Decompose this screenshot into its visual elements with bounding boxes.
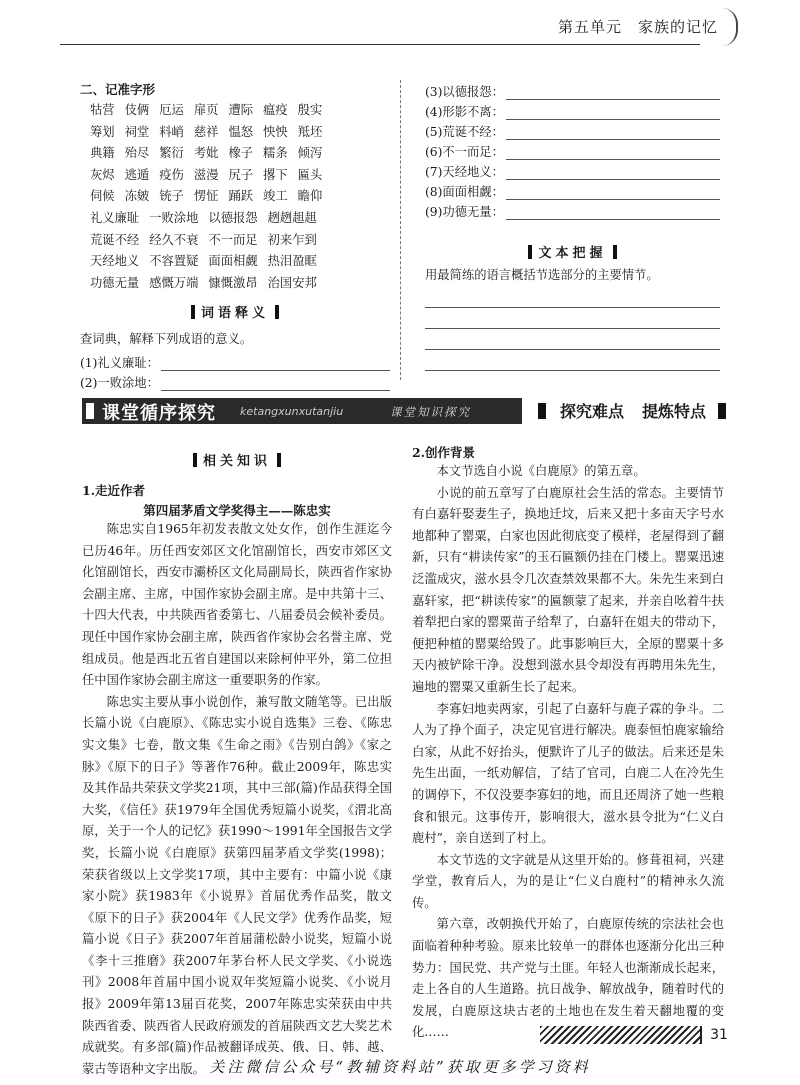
word: 瘟疫 xyxy=(263,103,288,117)
banner-tag-features: 提炼特点 xyxy=(642,402,707,421)
word: 不一而足 xyxy=(208,232,258,247)
banner-title: 课堂循序探究 xyxy=(102,403,216,424)
word: 初来乍到 xyxy=(267,232,317,247)
word: 面面相觑 xyxy=(208,254,258,269)
banner-tag-difficulty: 探究难点 xyxy=(560,402,625,421)
word: 繁衍 xyxy=(159,146,184,161)
item-label: (9)功德无量： xyxy=(425,205,504,219)
box-title: 相关知识 xyxy=(82,450,392,469)
word: 慷慨激昂 xyxy=(208,275,258,290)
header-rule xyxy=(60,44,700,45)
paragraph: 本文节选自小说《白鹿原》的第五章。 xyxy=(436,464,646,478)
blank-line xyxy=(506,85,720,100)
word: 考妣 xyxy=(193,146,219,161)
answer-line[interactable] xyxy=(425,120,720,140)
subsection-heading: 2.创作背景 xyxy=(412,445,476,460)
word: 愣怔 xyxy=(193,189,219,204)
blank-line xyxy=(506,105,720,120)
word: 牯营 xyxy=(90,103,115,117)
word-row xyxy=(90,100,390,122)
right-bottom-column xyxy=(412,443,724,1044)
word-row xyxy=(90,251,390,273)
word: 厄运 xyxy=(159,103,184,117)
instruction-text: 用最简练的语言概括节选部分的主要情节。 xyxy=(425,268,659,282)
word: 倾泻 xyxy=(297,146,323,161)
column-divider xyxy=(400,80,401,380)
word: 治国安邦 xyxy=(267,275,317,290)
word: 礼义廉耻 xyxy=(90,210,140,225)
word: 遭际 xyxy=(228,103,254,117)
paragraph: 第六章，改朝换代开始了，白鹿原传统的宗法社会也面临着种种考验。原来比较单一的群体也逐渐分化出三种势力：国民党、共产党与土匪。年轻人也渐渐成长起来，走上各自的人生道路。抗日战争、解放战争，随着时代的发展，白鹿原这块古老的土地也在发生着天翻地覆的变化…… xyxy=(412,917,724,1040)
item-label: (6)不一而足： xyxy=(425,145,504,159)
word: 愠怒 xyxy=(228,124,254,139)
word: 竣工 xyxy=(263,189,288,204)
unit-header: 第五单元 家族的记忆 xyxy=(557,18,718,36)
word: 铳子 xyxy=(159,189,184,204)
word: 天经地义 xyxy=(90,254,140,269)
instruction-text: 查词典，解释下列成语的意义。 xyxy=(80,332,253,347)
blank-line xyxy=(161,356,390,371)
answer-line[interactable] xyxy=(80,371,390,391)
section-banner xyxy=(82,398,725,424)
word: 羝坯 xyxy=(297,124,323,139)
answer-line[interactable] xyxy=(425,100,720,120)
word: 典籍 xyxy=(90,146,115,161)
answer-line[interactable] xyxy=(425,80,720,100)
blank-line xyxy=(506,185,720,200)
word: 橡子 xyxy=(228,146,254,161)
paragraph: 陈忠实主要从事小说创作，兼写散文随笔等。已出版长篇小说《白鹿原》、《陈忠实小说自选集》三卷、《陈忠实文集》七卷，散文集《生命之雨》《告别白鸽》《家之脉》《原下的日子》等著作76种。截止2009年，陈忠实及其作品共荣获文学奖21项，其中三部(篇)作品获得全国大奖，《信任》获1979年全国优秀短篇小说奖，《渭北高原，关于一个人的记忆》获1990～1991年全国报告文学奖，长篇小说《白鹿原》获第四届茅盾文学奖(1998)；荣获省级以上文学奖17项，其中主要有：中篇小说《康家小院》获1983年《小说界》首届优秀作品奖，散文《原下的日子》获2004年《人民文学》优秀作品奖，短篇小说《日子》获2007年首届蒲松龄小说奖，短篇小说《李十三推磨》获2007年茅台杯人民文学奖、《小说选刊》2008年首届中国小说双年奖短篇小说奖、《小说月报》2009年第13届百花奖，2007年陈忠实荣获由中共陕西省委、陕西省人民政府颁发的首届陕西文艺大奖艺术成就奖。有多部(篇)作品被翻译成英、俄、日、韩、越、蒙古等语种文字出版。 xyxy=(82,694,392,1076)
word: 糯条 xyxy=(263,146,288,161)
word: 一败涂地 xyxy=(149,210,199,225)
paragraph: 李寡妇地卖两家，引起了白嘉轩与鹿子霖的争斗。二人为了挣个面子，决定见官进行解决。鹿泰恒怕鹿家输给白家，从此不好抬头，便默许了儿子的做法。后来还是朱先生出面，一纸劝解信，了结了官司，白鹿二人在冷先生的调停下，不仅没要李寡妇的地，而且还周济了她一些粮食和银元。这事传开，影响很大，滋水县令批为“仁义白鹿村”，亲自送到了村上。 xyxy=(412,701,724,846)
word: 灰烬 xyxy=(90,167,115,182)
word: 功德无量 xyxy=(90,275,140,290)
banner-mark-icon xyxy=(538,403,546,419)
paragraph: 小说的前五章写了白鹿原社会生活的常态。主要情节有白嘉轩娶妻生子，换地迁坟，后来又把十多亩天字号水地都种了罂粟，白家也因此彻底变了模样，老屋得到了翻新，只有“耕读传家”的玉石匾额仍挂在门楼上。罂粟迅速泛滥成灾，滋水县令几次查禁效果都不大。朱先生来到白嘉轩家，把“耕读传家”的匾额蒙了起来，并亲自吆着牛扶着犁把白家的罂粟苗子给犁了，白嘉轩在姐夫的带动下，便把种植的罂粟给毁了。此事影响巨大，全原的罂粟十多天内被铲除干净。没想到滋水县令却没有再聘用朱先生，遍地的罂粟又重新生长了起来。 xyxy=(412,485,724,694)
banner-subtitle: 课堂知识探究 xyxy=(390,405,471,419)
word: 滋漫 xyxy=(193,167,219,182)
word: 怏怏 xyxy=(263,124,288,139)
subsection-heading: 1.走近作者 xyxy=(82,483,146,498)
header-bracket xyxy=(722,8,738,46)
banner-pinyin: ketangxunxutanjiu xyxy=(240,405,344,418)
word: 尻子 xyxy=(228,167,254,182)
item-label: (5)荒诞不经： xyxy=(425,125,504,139)
word: 伎俩 xyxy=(124,103,150,117)
answer-blank[interactable] xyxy=(425,329,720,350)
answer-line[interactable] xyxy=(425,160,720,180)
paragraph: 本文节选的文字就是从这里开始的。修葺祖祠，兴建学堂，教育后人，为的是让“仁义白鹿村”的精神永久流传。 xyxy=(412,852,724,910)
word: 慈祥 xyxy=(193,124,219,139)
word: 不容置疑 xyxy=(149,254,199,269)
answer-line[interactable] xyxy=(425,180,720,200)
word: 殷实 xyxy=(297,103,323,117)
paragraph: 陈忠实自1965年初发表散文处女作，创作生涯迄今已历46年。历任西安郊区文化馆副馆长，西安市郊区文化馆副馆长，西安市灞桥区文化局副局长，陕西省作家协会副主席、主席，中国作家协会副主席。是中共第十三、十四大代表，中共陕西省委第七、八届委员会候补委员。现任中国作家协会副主席，陕西省作家协会名誉主席、党组成员。他是西北五省自建国以来除柯仲平外，第二位担任中国作家协会副主席这一重要职务的作家。 xyxy=(82,522,392,688)
answer-line[interactable] xyxy=(80,351,390,371)
footer-note: 关注微信公众号“教辅资料站”获取更多学习资料 xyxy=(209,1058,591,1076)
author-heading: 第四届茅盾文学奖得主——陈忠实 xyxy=(143,503,331,518)
word-row xyxy=(90,273,390,295)
blank-line xyxy=(161,376,390,391)
left-top-column xyxy=(80,80,390,391)
word: 热泪盈眶 xyxy=(267,254,317,269)
answer-blank[interactable] xyxy=(425,287,720,308)
word-row xyxy=(90,186,390,208)
word: 荒诞不经 xyxy=(90,232,140,247)
item-label: (8)面面相觑： xyxy=(425,185,504,199)
answer-line[interactable] xyxy=(425,140,720,160)
word: 扉页 xyxy=(193,103,219,117)
item-label: (7)天经地义： xyxy=(425,165,504,179)
section-title: 二、记准字形 xyxy=(80,82,156,97)
blank-line xyxy=(506,125,720,140)
word: 以德报怨 xyxy=(208,210,258,225)
word: 感慨万端 xyxy=(149,275,199,290)
word: 瞻仰 xyxy=(297,189,323,204)
blank-line xyxy=(506,205,720,220)
item-label: (4)形影不离： xyxy=(425,105,504,119)
item-label: (2)一败涂地： xyxy=(80,375,159,390)
word: 祠堂 xyxy=(124,124,150,139)
box-title: 文本把握 xyxy=(425,242,720,261)
page-number-bar xyxy=(540,1026,720,1044)
blank-line xyxy=(506,145,720,160)
left-bottom-column xyxy=(82,450,392,1080)
word-grid xyxy=(80,100,390,294)
answer-blank[interactable] xyxy=(425,308,720,329)
page-number: 31 xyxy=(700,1026,736,1044)
box-title: 词语释义 xyxy=(80,302,390,321)
word: 筹划 xyxy=(90,124,115,139)
blank-line xyxy=(506,165,720,180)
item-label: (1)礼义廉耻： xyxy=(80,355,159,370)
word-row xyxy=(90,122,390,144)
word: 逃遁 xyxy=(124,167,150,182)
word: 料峭 xyxy=(159,124,184,139)
word-row xyxy=(90,230,390,252)
word: 经久不衰 xyxy=(149,232,199,247)
word: 伺候 xyxy=(90,189,115,204)
word: 撂下 xyxy=(263,167,288,182)
item-label: (3)以德报怨： xyxy=(425,85,504,99)
right-top-column xyxy=(425,80,720,371)
word: 踊跃 xyxy=(228,189,254,204)
word: 殆尽 xyxy=(124,146,150,161)
word-row xyxy=(90,208,390,230)
word-row xyxy=(90,143,390,165)
answer-blank[interactable] xyxy=(425,350,720,371)
banner-mark-icon xyxy=(86,403,94,419)
word: 趔趔趄趄 xyxy=(267,210,317,225)
word: 疫伤 xyxy=(159,167,184,182)
word: 匾头 xyxy=(297,167,323,182)
word: 冻皴 xyxy=(124,189,150,204)
answer-line[interactable] xyxy=(425,200,720,220)
banner-mark-icon xyxy=(718,403,726,419)
word-row xyxy=(90,165,390,187)
